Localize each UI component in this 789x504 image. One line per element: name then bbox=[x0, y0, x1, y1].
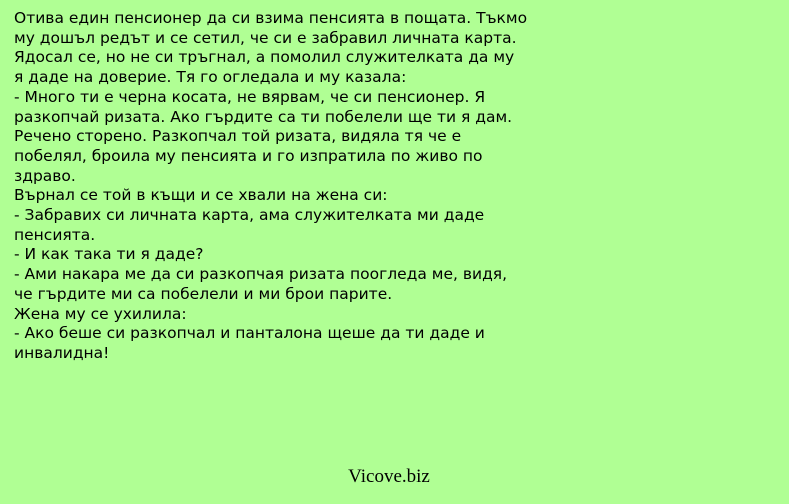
site-watermark: Vicove.biz bbox=[348, 466, 430, 487]
joke-line: му дошъл редът и се сетил, че си е забравил личната карта. bbox=[14, 28, 517, 47]
joke-line: побелял, броила му пенсията и го изпратила по живо по bbox=[14, 146, 483, 165]
joke-line: Ядосал се, но не си тръгнал, а помолил служителката да му bbox=[14, 48, 515, 67]
joke-line: Речено сторено. Разкопчал той ризата, видяла тя че е bbox=[14, 127, 462, 146]
joke-line: - Много ти е черна косата, не вярвам, че си пенсионер. Я bbox=[14, 87, 486, 106]
joke-line: инвалидна! bbox=[14, 343, 110, 362]
joke-line: здраво. bbox=[14, 166, 76, 185]
joke-line: - Ако беше си разкопчал и панталона щеше да ти даде и bbox=[14, 324, 485, 343]
joke-line: че гърдите ми са побелели и ми брои парите. bbox=[14, 284, 393, 303]
joke-text bbox=[14, 9, 574, 364]
joke-line: Жена му се ухилила: bbox=[14, 304, 187, 323]
joke-line: - И как така ти я даде? bbox=[14, 245, 204, 264]
joke-line: Върнал се той в къщи и се хвали на жена си: bbox=[14, 186, 388, 205]
joke-line: - Ами накара ме да си разкопчая ризата поогледа ме, видя, bbox=[14, 265, 508, 284]
joke-line: разкопчай ризата. Ако гърдите са ти побелели ще ти я дам. bbox=[14, 107, 513, 126]
joke-line: я даде на доверие. Тя го огледала и му казала: bbox=[14, 68, 407, 87]
joke-line: пенсията. bbox=[14, 225, 96, 244]
joke-line: Отива един пенсионер да си взима пенсията в пощата. Тъкмо bbox=[14, 9, 528, 27]
joke-line: - Забравих си личната карта, ама служителката ми даде bbox=[14, 206, 485, 225]
